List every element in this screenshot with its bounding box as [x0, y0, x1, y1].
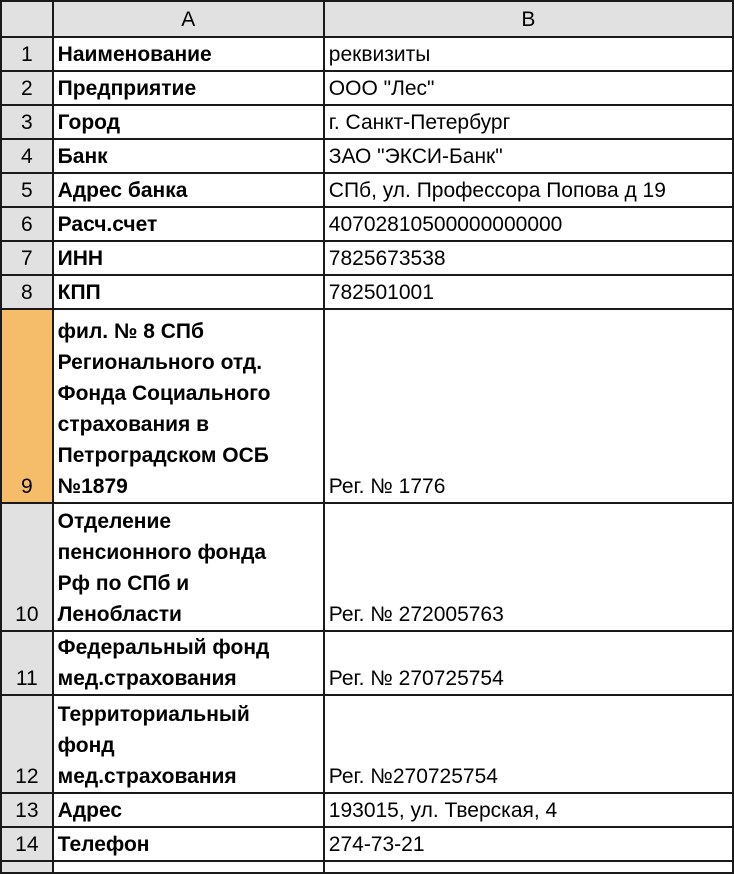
table-row: [1, 139, 733, 173]
cell-b[interactable]: [324, 861, 733, 873]
select-all-corner[interactable]: [1, 1, 53, 37]
cell-b[interactable]: 782501001: [324, 275, 733, 309]
table-row: [1, 207, 733, 241]
cell-a[interactable]: Расч.счет: [53, 207, 324, 241]
cell-b[interactable]: 193015, ул. Тверская, 4: [324, 793, 733, 827]
table-row: [1, 71, 733, 105]
cell-b[interactable]: Рег. № 270725754: [324, 631, 733, 695]
cell-a[interactable]: Федеральный фонд мед.страхования: [53, 631, 324, 695]
cell-b[interactable]: СПб, ул. Профессора Попова д 19: [324, 173, 733, 207]
row-header[interactable]: 11: [1, 631, 53, 695]
cell-b[interactable]: Рег. № 1776: [324, 309, 733, 503]
cell-a[interactable]: КПП: [53, 275, 324, 309]
row-header[interactable]: 7: [1, 241, 53, 275]
row-header[interactable]: [1, 861, 53, 873]
cell-a[interactable]: Адрес: [53, 793, 324, 827]
cell-b[interactable]: Рег. № 272005763: [324, 503, 733, 631]
column-header-row: [1, 1, 733, 37]
cell-b[interactable]: 7825673538: [324, 241, 733, 275]
table-row-partial: [1, 861, 733, 873]
cell-a[interactable]: ИНН: [53, 241, 324, 275]
table-row: [1, 631, 733, 695]
row-header[interactable]: 2: [1, 71, 53, 105]
table-row: [1, 173, 733, 207]
row-header[interactable]: 13: [1, 793, 53, 827]
table-row: [1, 503, 733, 631]
row-header[interactable]: 10: [1, 503, 53, 631]
cell-a[interactable]: Телефон: [53, 827, 324, 861]
row-header[interactable]: 5: [1, 173, 53, 207]
table-row: [1, 793, 733, 827]
cell-b[interactable]: Рег. №270725754: [324, 695, 733, 793]
cell-a[interactable]: [53, 861, 324, 873]
cell-a[interactable]: фил. № 8 СПб Регионального отд. Фонда Социального страхования в Петроградском ОСБ №1879: [53, 309, 324, 503]
row-header[interactable]: 14: [1, 827, 53, 861]
cell-b[interactable]: г. Санкт-Петербург: [324, 105, 733, 139]
cell-b[interactable]: 274-73-21: [324, 827, 733, 861]
table-row: [1, 309, 733, 503]
cell-b[interactable]: 40702810500000000000: [324, 207, 733, 241]
table-row: [1, 695, 733, 793]
table-row: [1, 827, 733, 861]
cell-b[interactable]: ООО "Лес": [324, 71, 733, 105]
cell-a[interactable]: Отделение пенсионного фонда Рф по СПб и Ленобласти: [53, 503, 324, 631]
cell-a[interactable]: Адрес банка: [53, 173, 324, 207]
cell-b[interactable]: реквизиты: [324, 37, 733, 71]
cell-a[interactable]: Предприятие: [53, 71, 324, 105]
row-header[interactable]: 8: [1, 275, 53, 309]
table-row: [1, 275, 733, 309]
table-row: [1, 37, 733, 71]
row-header[interactable]: 4: [1, 139, 53, 173]
row-header[interactable]: 6: [1, 207, 53, 241]
row-header-selected[interactable]: 9: [1, 309, 53, 503]
row-header[interactable]: 12: [1, 695, 53, 793]
cell-a[interactable]: Наименование: [53, 37, 324, 71]
cell-a[interactable]: Территориальный фонд мед.страхования: [53, 695, 324, 793]
cell-a[interactable]: Город: [53, 105, 324, 139]
cell-b[interactable]: ЗАО "ЭКСИ-Банк": [324, 139, 733, 173]
column-header-a[interactable]: A: [53, 1, 324, 37]
cell-a[interactable]: Банк: [53, 139, 324, 173]
table-row: [1, 241, 733, 275]
row-header[interactable]: 3: [1, 105, 53, 139]
table-row: [1, 105, 733, 139]
row-header[interactable]: 1: [1, 37, 53, 71]
column-header-b[interactable]: B: [324, 1, 733, 37]
